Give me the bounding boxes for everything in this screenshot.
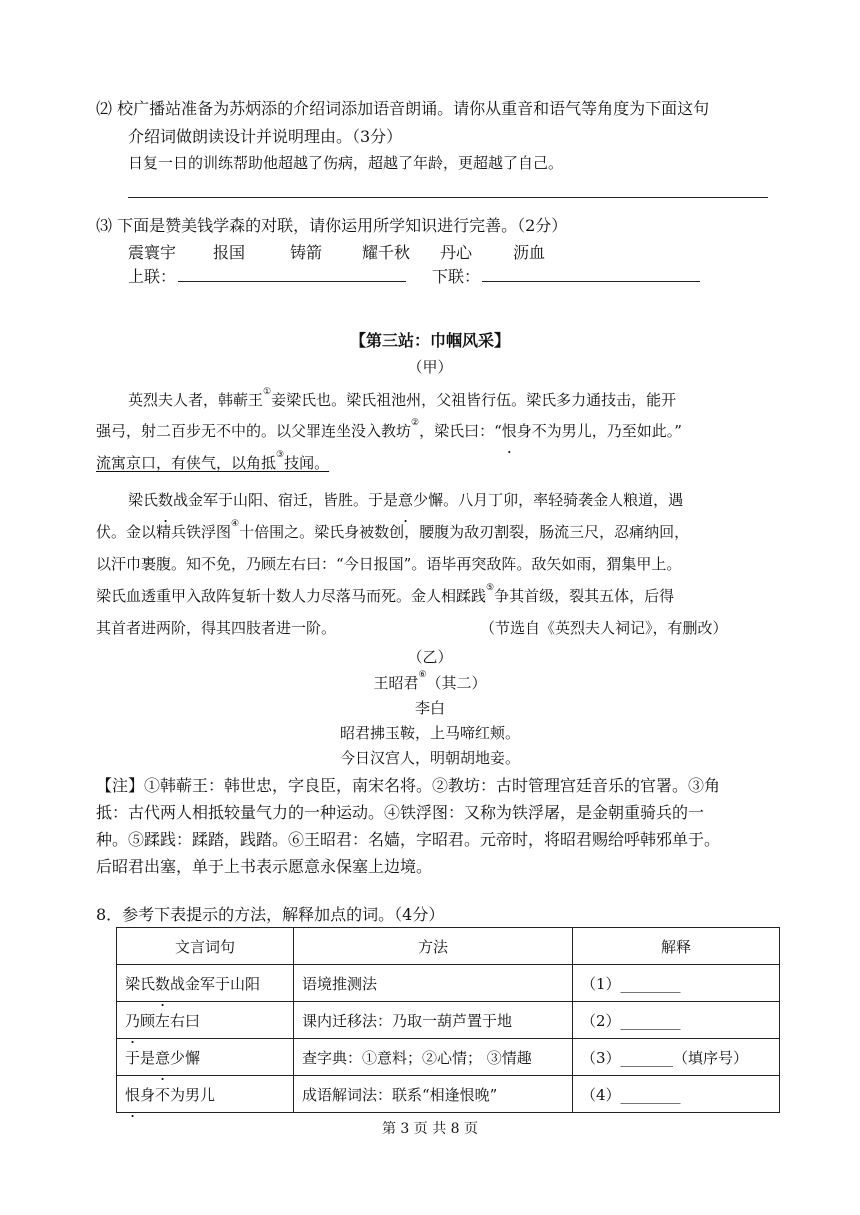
answer-cell[interactable]: （2）________ [573,1002,780,1039]
poem-author: 李白 [414,699,445,717]
passage-jia-line-5: 伏。金以精兵铁浮图④十倍围之。梁氏身被数创，腰腹为敌刃割裂，肠流三尺，忍痛纳回， [96,519,690,541]
station-title: 【第三站：巾帼风采】 [349,331,510,350]
answer-cell[interactable]: （1）________ [573,965,780,1002]
annotation-line-1: 【注】①韩蕲王：韩世忠，字良臣，南宋名将。②教坊：古时管理宫廷音乐的官署。③角 [96,776,721,795]
lower-couplet-label: 下联： [432,267,481,286]
table-row [117,1002,780,1039]
passage-jia-line-6: 以汗巾裹腹。知不免，乃顾左右曰：“今日报国”。语毕再突敌阵。敌矢如雨，猬集甲上。 [96,555,682,573]
q3-word-5: 丹心 [440,243,473,262]
header-method: 方法 [294,928,573,965]
answer-cell[interactable]: （3）_______（填序号） [573,1039,780,1076]
passage-source: （节选自《英烈夫人祠记》，有删改） [480,619,728,637]
upper-couplet-label: 上联： [128,267,177,286]
passage-jia-line-2: 强弓，射二百步无不中的。以父罪连坐没入教坊②，梁氏曰：“恨身不为男儿，乃至如此。” [96,418,682,440]
page-footer: 第 3 页 共 8 页 [381,1121,479,1137]
q2-answer-line[interactable] [128,197,768,198]
q3-word-3: 铸箭 [290,243,323,262]
q8-table [116,927,780,1113]
table-header-row [117,928,780,965]
q8-prompt: 8．参考下表提示的方法，解释加点的词。（4分） [96,905,445,924]
lower-couplet-blank[interactable] [482,281,700,282]
dotted-char-yi: 意 [398,491,414,509]
poem-line-2: 今日汉宫人，明朝胡地妾。 [339,749,520,767]
q3-word-1: 震寰宇 [128,243,177,262]
upper-couplet-blank[interactable] [178,281,406,282]
passage-jia-line-8: 其首者进两阶，得其四肢者进一阶。 [96,619,337,637]
dotted-char-shu: 数 [158,491,174,509]
dotted-char-hen: 恨 [501,422,517,440]
passage-jia-line-4: 梁氏数战金军于山阳、宿迁，皆胜。于是意少懈。八月丁卯，率轻骑袭金人粮道，遇 [128,491,684,509]
passage-jia-label: （甲） [407,358,453,376]
table-row [117,1039,780,1076]
method-cell: 课内迁移法：乃取一葫芦置于地 [294,1002,573,1039]
poem-line-1: 昭君拂玉鞍，上马啼红颊。 [339,724,520,742]
q3-line1: ⑶ 下面是赞美钱学森的对联，请你运用所学知识进行完善。（2分） [96,216,568,235]
header-explanation: 解释 [573,928,780,965]
q3-word-2: 报国 [213,243,246,262]
q2-line2: 介绍词做朗读设计并说明理由。（3分） [128,127,403,146]
passage-jia-line-1: 英烈夫人者，韩蕲王①妾梁氏也。梁氏祖池州，父祖皆行伍。梁氏多力通技击，能开 [128,387,677,409]
q3-word-6: 沥血 [513,243,546,262]
sentence-cell: 乃顾左右曰 [117,1002,294,1039]
method-cell: 语境推测法 [294,965,573,1002]
poem-title: 王昭君⑥（其二） [373,670,487,692]
sentence-cell: 于是意少懈 [117,1039,294,1076]
sentence-cell: 梁氏数战金军于山阳 [117,965,294,1002]
q2-quote: 日复一日的训练帮助他超越了伤病，超越了年龄，更超越了自己。 [128,154,564,172]
header-sentence: 文言词句 [117,928,294,965]
q3-word-4: 耀千秋 [362,243,411,262]
table-row [117,965,780,1002]
q2-line1: ⑵ 校广播站准备为苏炳添的介绍词添加语音朗诵。请你从重音和语气等角度为下面这句 [96,99,710,118]
answer-cell[interactable]: （4）________ [573,1076,780,1113]
annotation-line-3: 种。⑤蹂践：蹂踏，践踏。⑥王昭君：名嫱，字昭君。元帝时，将昭君赐给呼韩邪单于。 [96,830,721,849]
method-cell: 查字典：①意料；②心情； ③情趣 [294,1039,573,1076]
passage-yi-label: （乙） [407,648,453,666]
sentence-cell: 恨身不为男儿 [117,1076,294,1113]
passage-jia-line-3-underlined: 流寓京口，有侠气，以角抵③技闻。 [96,450,330,472]
annotation-line-2: 抵：古代两人相抵较量气力的一种运动。④铁浮图：又称为铁浮屠，是金朝重骑兵的一 [96,803,705,822]
annotation-line-4: 后昭君出塞，单于上书表示愿意永保塞上边境。 [96,857,433,876]
method-cell: 成语解词法：联系“相逢恨晚” [294,1076,573,1113]
table-row [117,1076,780,1113]
passage-jia-line-7: 梁氏血透重甲入敌阵复斩十数人力尽落马而死。金人相蹂践⑤争其首级，裂其五体，后得 [96,583,675,605]
